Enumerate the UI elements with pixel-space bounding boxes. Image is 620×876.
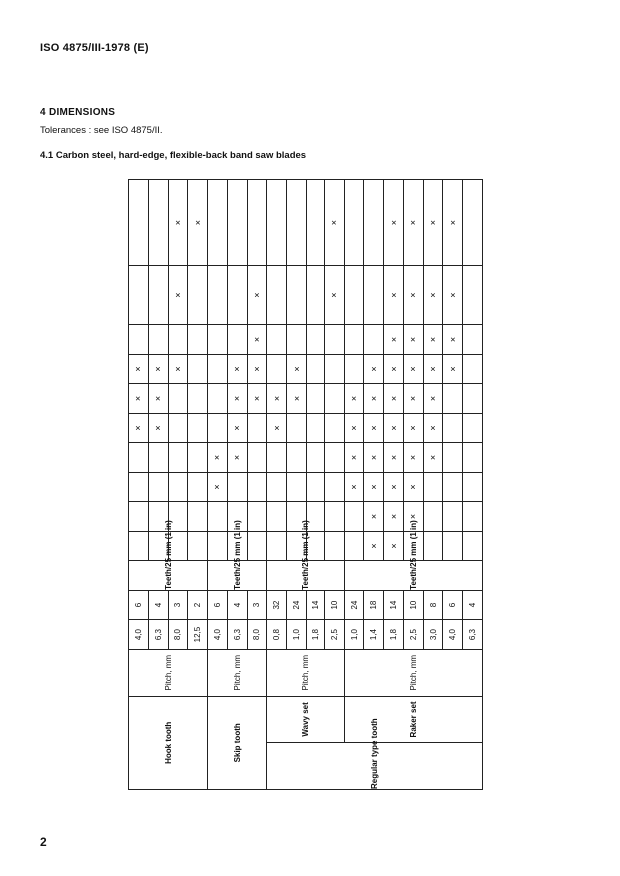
raker-teeth-value: 18 <box>364 590 384 620</box>
document-id: ISO 4875/III-1978 (E) <box>40 42 149 54</box>
empty-cell <box>344 180 364 266</box>
raker-pitch-header: Pitch, mm <box>344 649 482 696</box>
hook-teeth-value: 6 <box>129 590 149 620</box>
hook-column-row <box>129 180 149 790</box>
empty-cell <box>267 531 287 561</box>
empty-cell <box>443 472 463 502</box>
x-mark: × <box>384 266 404 325</box>
raker-teeth-value: 4 <box>463 590 483 620</box>
raker-column-row <box>344 180 364 790</box>
empty-cell <box>208 325 228 355</box>
empty-cell <box>443 384 463 414</box>
empty-cell <box>227 472 247 502</box>
x-mark: × <box>247 325 267 355</box>
x-mark: × <box>188 180 208 266</box>
skip-teeth-value: 4 <box>227 590 247 620</box>
empty-cell <box>443 531 463 561</box>
empty-cell <box>129 443 149 473</box>
dimensions-table <box>128 179 483 790</box>
raker-pitch-value: 1,4 <box>364 620 384 650</box>
empty-cell <box>267 180 287 266</box>
x-mark: × <box>344 384 364 414</box>
hook-pitch-value: 12,5 <box>188 620 208 650</box>
x-mark: × <box>384 502 404 532</box>
empty-cell <box>306 354 324 384</box>
x-mark: × <box>208 472 228 502</box>
x-mark: × <box>384 325 404 355</box>
wavy-teeth-value: 10 <box>324 590 344 620</box>
x-mark: × <box>364 413 384 443</box>
wavy-pitch-value: 1,0 <box>287 620 307 650</box>
raker-pitch-value: 1,8 <box>384 620 404 650</box>
x-mark: × <box>423 354 443 384</box>
x-mark: × <box>208 443 228 473</box>
empty-cell <box>148 325 168 355</box>
empty-cell <box>306 325 324 355</box>
hook-pitch-value: 8,0 <box>168 620 188 650</box>
hook-pitch-value: 4,0 <box>129 620 149 650</box>
rotated-table-wrapper <box>128 180 483 790</box>
empty-cell <box>247 502 267 532</box>
x-mark: × <box>423 180 443 266</box>
empty-cell <box>129 325 149 355</box>
empty-cell <box>287 472 307 502</box>
empty-cell <box>344 325 364 355</box>
empty-cell <box>188 443 208 473</box>
wavy-set-header: Wavy set <box>267 696 344 743</box>
empty-cell <box>168 413 188 443</box>
empty-cell <box>188 531 208 561</box>
raker-set-header: Raker set <box>344 696 482 743</box>
x-mark: × <box>344 472 364 502</box>
x-mark: × <box>247 266 267 325</box>
skip-column-row <box>208 180 228 790</box>
wavy-teeth-value: 14 <box>306 590 324 620</box>
x-mark: × <box>247 384 267 414</box>
empty-cell <box>208 413 228 443</box>
empty-cell <box>247 472 267 502</box>
empty-cell <box>188 325 208 355</box>
x-mark: × <box>384 443 404 473</box>
empty-cell <box>463 384 483 414</box>
empty-cell <box>306 384 324 414</box>
x-mark: × <box>443 325 463 355</box>
empty-cell <box>324 443 344 473</box>
empty-cell <box>423 502 443 532</box>
x-mark: × <box>168 354 188 384</box>
empty-cell <box>129 502 149 532</box>
empty-cell <box>463 354 483 384</box>
x-mark: × <box>324 180 344 266</box>
x-mark: × <box>364 384 384 414</box>
x-mark: × <box>129 413 149 443</box>
hook-teeth-value: 2 <box>188 590 208 620</box>
empty-cell <box>423 531 443 561</box>
empty-cell <box>129 531 149 561</box>
empty-cell <box>208 502 228 532</box>
wavy-column-row <box>267 180 287 790</box>
x-mark: × <box>403 472 423 502</box>
empty-cell <box>188 413 208 443</box>
x-mark: × <box>384 180 404 266</box>
empty-cell <box>344 266 364 325</box>
x-mark: × <box>364 531 384 561</box>
empty-cell <box>463 266 483 325</box>
empty-cell <box>129 180 149 266</box>
empty-cell <box>443 443 463 473</box>
x-mark: × <box>423 266 443 325</box>
empty-cell <box>188 266 208 325</box>
x-mark: × <box>403 384 423 414</box>
x-mark: × <box>423 413 443 443</box>
x-mark: × <box>364 472 384 502</box>
empty-cell <box>463 472 483 502</box>
empty-cell <box>287 325 307 355</box>
empty-cell <box>188 472 208 502</box>
x-mark: × <box>344 413 364 443</box>
empty-cell <box>208 531 228 561</box>
empty-cell <box>267 354 287 384</box>
empty-cell <box>129 472 149 502</box>
x-mark: × <box>227 413 247 443</box>
empty-cell <box>148 266 168 325</box>
empty-cell <box>306 472 324 502</box>
empty-cell <box>129 266 149 325</box>
empty-cell <box>463 531 483 561</box>
x-mark: × <box>324 266 344 325</box>
empty-cell <box>168 443 188 473</box>
wavy-teeth-value: 32 <box>267 590 287 620</box>
empty-cell <box>267 325 287 355</box>
x-mark: × <box>227 384 247 414</box>
raker-pitch-value: 1,0 <box>344 620 364 650</box>
empty-cell <box>267 502 287 532</box>
subsection-title: 4.1 Carbon steel, hard-edge, flexible-back band saw blades <box>40 150 307 161</box>
raker-pitch-value: 4,0 <box>443 620 463 650</box>
wavy-pitch-value: 2,5 <box>324 620 344 650</box>
empty-cell <box>227 266 247 325</box>
x-mark: × <box>403 325 423 355</box>
x-mark: × <box>423 443 443 473</box>
skip-teeth-value: 3 <box>247 590 267 620</box>
empty-cell <box>324 502 344 532</box>
empty-cell <box>267 472 287 502</box>
wavy-teeth-value: 24 <box>287 590 307 620</box>
empty-cell <box>364 266 384 325</box>
empty-cell <box>324 472 344 502</box>
empty-cell <box>188 384 208 414</box>
hook-teeth-per-25mm-header: Teeth/25 mm (1 in) <box>129 561 208 591</box>
empty-cell <box>306 443 324 473</box>
x-mark: × <box>403 502 423 532</box>
empty-cell <box>463 325 483 355</box>
wavy-pitch-value: 1,8 <box>306 620 324 650</box>
empty-cell <box>168 325 188 355</box>
empty-cell <box>287 180 307 266</box>
empty-cell <box>463 502 483 532</box>
raker-pitch-value: 2,5 <box>403 620 423 650</box>
empty-cell <box>344 502 364 532</box>
tolerances-note: Tolerances : see ISO 4875/II. <box>40 125 163 136</box>
x-mark: × <box>168 266 188 325</box>
x-mark: × <box>227 354 247 384</box>
x-mark: × <box>148 354 168 384</box>
section-title: 4 DIMENSIONS <box>40 107 116 118</box>
raker-teeth-value: 14 <box>384 590 404 620</box>
empty-cell <box>287 266 307 325</box>
empty-cell <box>344 531 364 561</box>
skip-teeth-value: 6 <box>208 590 228 620</box>
x-mark: × <box>267 413 287 443</box>
x-mark: × <box>403 413 423 443</box>
empty-cell <box>247 180 267 266</box>
empty-cell <box>148 472 168 502</box>
table-body <box>129 180 483 790</box>
hook-pitch-header: Pitch, mm <box>129 649 208 696</box>
empty-cell <box>443 502 463 532</box>
x-mark: × <box>423 325 443 355</box>
empty-cell <box>463 413 483 443</box>
empty-cell <box>267 443 287 473</box>
empty-cell <box>168 472 188 502</box>
empty-cell <box>287 413 307 443</box>
x-mark: × <box>364 354 384 384</box>
x-mark: × <box>403 266 423 325</box>
empty-cell <box>306 180 324 266</box>
empty-cell <box>247 531 267 561</box>
raker-teeth-value: 6 <box>443 590 463 620</box>
x-mark: × <box>364 502 384 532</box>
skip-pitch-header: Pitch, mm <box>208 649 267 696</box>
x-mark: × <box>227 443 247 473</box>
x-mark: × <box>423 384 443 414</box>
x-mark: × <box>287 354 307 384</box>
empty-cell <box>443 413 463 443</box>
empty-cell <box>463 180 483 266</box>
x-mark: × <box>267 384 287 414</box>
empty-cell <box>324 325 344 355</box>
x-mark: × <box>148 384 168 414</box>
skip-teeth-per-25mm-header: Teeth/25 mm (1 in) <box>208 561 267 591</box>
raker-teeth-value: 10 <box>403 590 423 620</box>
x-mark: × <box>168 180 188 266</box>
empty-cell <box>227 325 247 355</box>
empty-cell <box>208 266 228 325</box>
empty-cell <box>423 472 443 502</box>
x-mark: × <box>443 354 463 384</box>
empty-cell <box>188 502 208 532</box>
x-mark: × <box>403 443 423 473</box>
x-mark: × <box>443 180 463 266</box>
raker-pitch-value: 3,0 <box>423 620 443 650</box>
x-mark: × <box>129 384 149 414</box>
x-mark: × <box>287 384 307 414</box>
wavy-pitch-value: 0,8 <box>267 620 287 650</box>
empty-cell <box>324 384 344 414</box>
wavy-teeth-per-25mm-header: Teeth/25 mm (1 in) <box>267 561 344 591</box>
x-mark: × <box>148 413 168 443</box>
raker-teeth-value: 24 <box>344 590 364 620</box>
x-mark: × <box>384 472 404 502</box>
empty-cell <box>148 443 168 473</box>
empty-cell <box>208 180 228 266</box>
hook-teeth-value: 4 <box>148 590 168 620</box>
raker-pitch-value: 6,3 <box>463 620 483 650</box>
skip-pitch-value: 4,0 <box>208 620 228 650</box>
empty-cell <box>227 180 247 266</box>
empty-cell <box>188 354 208 384</box>
empty-cell <box>267 266 287 325</box>
empty-cell <box>324 531 344 561</box>
x-mark: × <box>247 354 267 384</box>
hook-pitch-value: 6,3 <box>148 620 168 650</box>
x-mark: × <box>384 354 404 384</box>
x-mark: × <box>403 180 423 266</box>
x-mark: × <box>403 354 423 384</box>
empty-cell <box>306 266 324 325</box>
empty-cell <box>344 354 364 384</box>
x-mark: × <box>384 531 404 561</box>
x-mark: × <box>443 266 463 325</box>
skip-pitch-value: 6,3 <box>227 620 247 650</box>
x-mark: × <box>344 443 364 473</box>
skip-tooth-header: Skip tooth <box>208 696 267 789</box>
raker-teeth-value: 8 <box>423 590 443 620</box>
empty-cell <box>247 443 267 473</box>
raker-teeth-per-25mm-header: Teeth/25 mm (1 in) <box>344 561 482 591</box>
x-mark: × <box>384 413 404 443</box>
empty-cell <box>463 443 483 473</box>
page-number: 2 <box>40 835 47 849</box>
empty-cell <box>287 443 307 473</box>
empty-cell <box>148 180 168 266</box>
empty-cell <box>247 413 267 443</box>
skip-pitch-value: 8,0 <box>247 620 267 650</box>
empty-cell <box>364 325 384 355</box>
empty-cell <box>208 384 228 414</box>
empty-cell <box>364 180 384 266</box>
empty-cell <box>168 384 188 414</box>
hook-teeth-value: 3 <box>168 590 188 620</box>
empty-cell <box>306 413 324 443</box>
empty-cell <box>324 413 344 443</box>
x-mark: × <box>384 384 404 414</box>
wavy-pitch-header: Pitch, mm <box>267 649 344 696</box>
regular-type-tooth-header: Regular type tooth <box>267 743 483 790</box>
empty-cell <box>324 354 344 384</box>
hook-tooth-header: Hook tooth <box>129 696 208 789</box>
empty-cell <box>208 354 228 384</box>
x-mark: × <box>129 354 149 384</box>
x-mark: × <box>364 443 384 473</box>
